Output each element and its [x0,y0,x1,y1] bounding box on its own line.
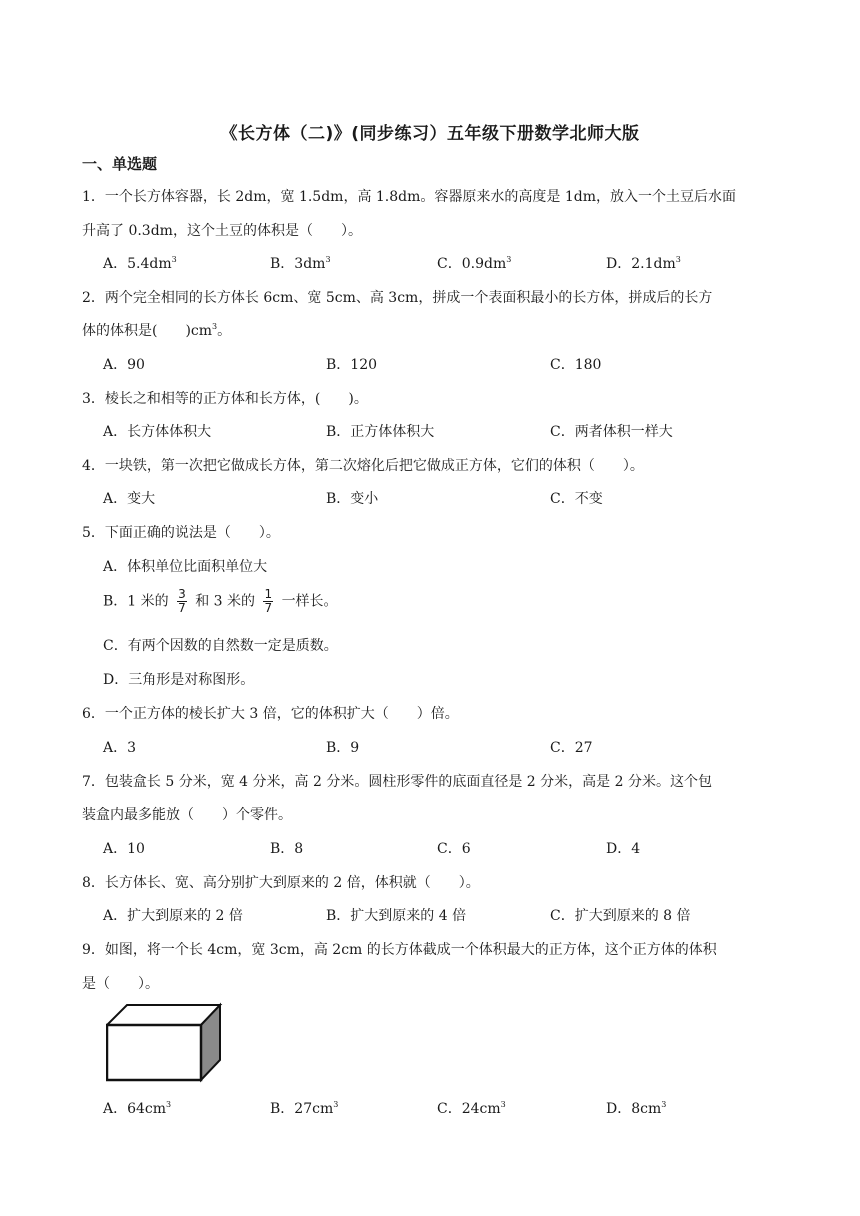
q1-option-d[interactable]: D．$2.1dm^3$ [606,255,681,272]
question-4-line-1: 4．一块铁，第一次把它做成长方体，第二次熔化后把它做成正方体，它们的体积（ ）。 [82,458,644,474]
q5-option-c[interactable]: C．有两个因数的自然数一定是质数。 [103,638,338,654]
q7-option-d[interactable]: D．4 [606,841,641,857]
question-2-line-1: 2．两个完全相同的长方体长 6cm、宽 5cm、高 3cm，拼成一个表面积最小的长方体，拼成后的长方 [82,290,713,306]
q4-option-b[interactable]: B．变小 [326,491,379,507]
q5-option-d[interactable]: D．三角形是对称图形。 [103,672,255,688]
q1-option-c[interactable]: C．$0.9dm^3$ [437,255,512,272]
section-heading: 一、单选题 [82,155,158,173]
q4-option-a[interactable]: A．变大 [103,491,156,507]
q6-option-c[interactable]: C．27 [550,740,593,756]
question-9-line-1: 9．如图，将一个长 4cm，宽 3cm，高 2cm 的长方体截成一个体积最大的正方体，这个正方体的体积 [82,942,717,958]
q7-option-a[interactable]: A．10 [103,841,145,857]
q8-option-b[interactable]: B．扩大到原来的 4 倍 [326,908,467,924]
q9-option-d[interactable]: D．$8cm^3$ [606,1100,667,1117]
question-3-line-1: 3．棱长之和相等的正方体和长方体，( )。 [82,391,368,407]
q6-option-a[interactable]: A．3 [103,740,137,756]
question-1-line-2: 升高了 0.3dm，这个土豆的体积是（ ）。 [82,223,362,239]
question-5-line-1: 5．下面正确的说法是（ ）。 [82,525,280,541]
question-8-line-1: 8．长方体长、宽、高分别扩大到原来的 2 倍，体积就（ ）。 [82,875,480,891]
q8-option-c[interactable]: C．扩大到原来的 8 倍 [550,908,691,924]
question-2-line-2: 体的体积是( )$cm^3$。 [82,322,232,339]
q2-option-b[interactable]: B．120 [326,357,378,373]
q7-option-c[interactable]: C．6 [437,841,471,857]
fraction-three-sevenths: $\frac{3}{7}$ [178,587,186,615]
q3-option-a[interactable]: A．长方体体积大 [103,424,212,440]
q9-option-a[interactable]: A．$64cm^3$ [103,1100,172,1117]
q1-option-a[interactable]: A．$5.4dm^3$ [103,255,177,272]
q9-option-c[interactable]: C．$24cm^3$ [437,1100,506,1117]
q8-option-a[interactable]: A．扩大到原来的 2 倍 [103,908,243,924]
fraction-one-seventh: $\frac{1}{7}$ [264,587,273,615]
question-7-line-2: 装盒内最多能放（ ）个零件。 [82,807,292,823]
cuboid-figure [106,1002,224,1084]
q9-option-b[interactable]: B．$27cm^3$ [270,1100,339,1117]
question-1-line-1: 1．一个长方体容器，长 2dm，宽 1.5dm，高 1.8dm。容器原来水的高度是 1dm，放入一个土豆后水面 [82,189,736,205]
q3-option-b[interactable]: B．正方体体积大 [326,424,435,440]
q2-option-c[interactable]: C．180 [550,357,602,373]
q5-option-b[interactable]: B．1 米的 $\frac{3}{7}$ 和 3 米的 $\frac{1}{7}$ 一样长。 [103,587,338,615]
q3-option-c[interactable]: C．两者体积一样大 [550,424,673,440]
question-9-line-2: 是（ ）。 [82,976,159,992]
page-title: 《长方体（二)》(同步练习）五年级下册数学北师大版 [220,124,640,144]
q7-option-b[interactable]: B．8 [270,841,304,857]
q5-option-a[interactable]: A．体积单位比面积单位大 [103,559,268,575]
q4-option-c[interactable]: C．不变 [550,491,603,507]
q2-option-a[interactable]: A．90 [103,357,145,373]
cuboid-front-face [107,1025,201,1080]
question-6-line-1: 6．一个正方体的棱长扩大 3 倍，它的体积扩大（ ）倍。 [82,706,459,722]
q1-option-b[interactable]: B．$3dm^3$ [270,255,331,272]
q6-option-b[interactable]: B．9 [326,740,360,756]
question-7-line-1: 7．包装盒长 5 分米，宽 4 分米，高 2 分米。圆柱形零件的底面直径是 2 分米，高是 2 分米。这个包 [82,774,712,790]
